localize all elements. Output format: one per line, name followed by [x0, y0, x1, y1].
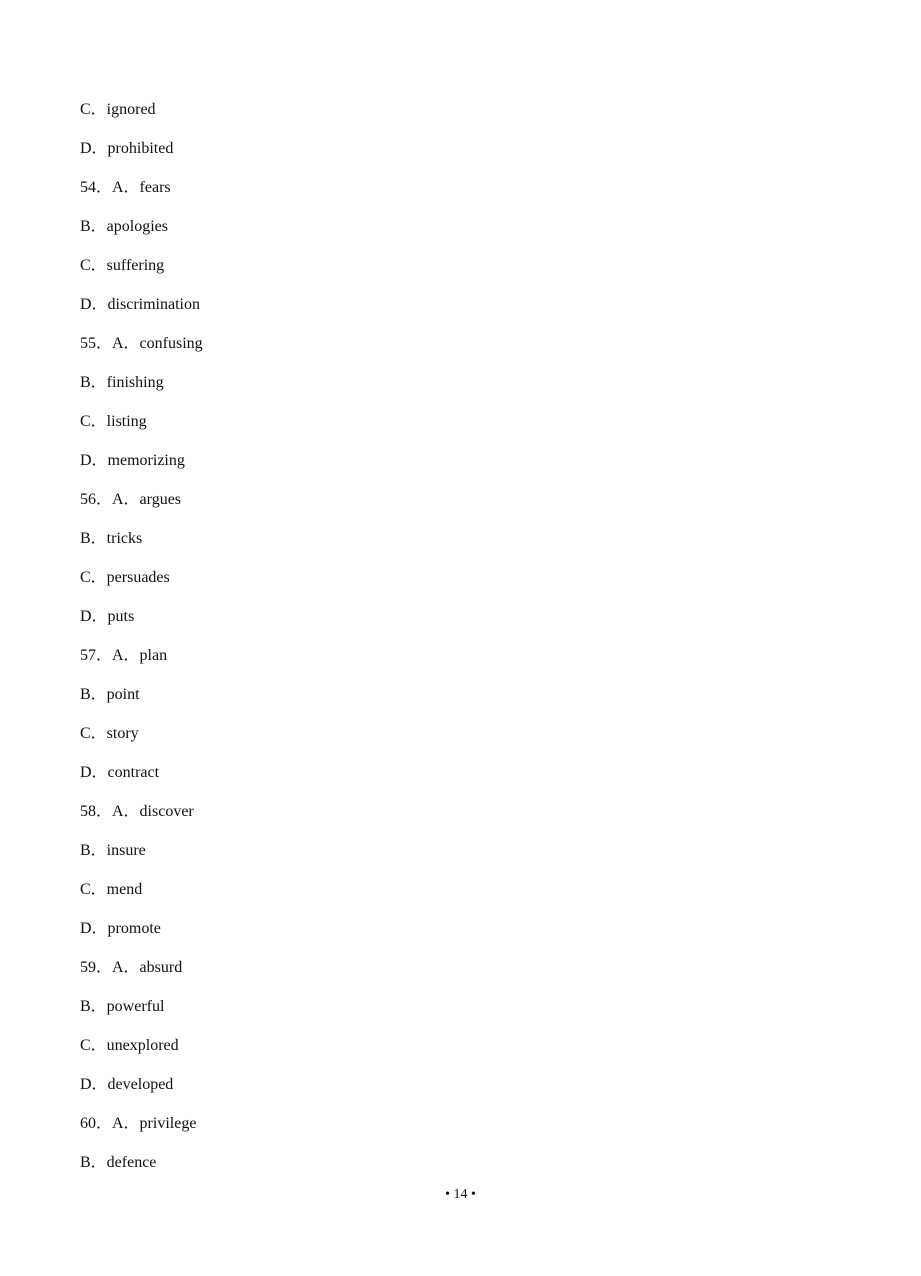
question-line: 58．A．discover	[80, 803, 194, 820]
option-line: D．memorizing	[80, 452, 185, 469]
option-line: C．story	[80, 725, 139, 742]
question-line: 56．A．argues	[80, 491, 182, 508]
page-number: • 14 •	[445, 1187, 476, 1202]
question-line: 57．A．plan	[80, 647, 168, 664]
option-line: D．contract	[80, 764, 160, 781]
option-line: B．defence	[80, 1154, 157, 1171]
option-line: C．unexplored	[80, 1037, 179, 1054]
option-line: D．puts	[80, 608, 135, 625]
option-line: B．insure	[80, 842, 146, 859]
option-line: C．listing	[80, 413, 147, 430]
question-line: 54．A．fears	[80, 179, 171, 196]
option-line: B．apologies	[80, 218, 168, 235]
option-line: C．persuades	[80, 569, 170, 586]
option-line: D．prohibited	[80, 140, 174, 157]
option-line: C．suffering	[80, 257, 165, 274]
question-line: 60．A．privilege	[80, 1115, 197, 1132]
option-line: B．powerful	[80, 998, 165, 1015]
option-line: C．ignored	[80, 101, 156, 118]
option-line: D．promote	[80, 920, 161, 937]
option-line: C．mend	[80, 881, 143, 898]
question-line: 59．A．absurd	[80, 959, 183, 976]
option-line: B．finishing	[80, 374, 164, 391]
option-line: D．discrimination	[80, 296, 200, 313]
question-line: 55．A．confusing	[80, 335, 203, 352]
option-line: D．developed	[80, 1076, 174, 1093]
option-line: B．tricks	[80, 530, 143, 547]
option-line: B．point	[80, 686, 140, 703]
options-list	[80, 98, 203, 1190]
